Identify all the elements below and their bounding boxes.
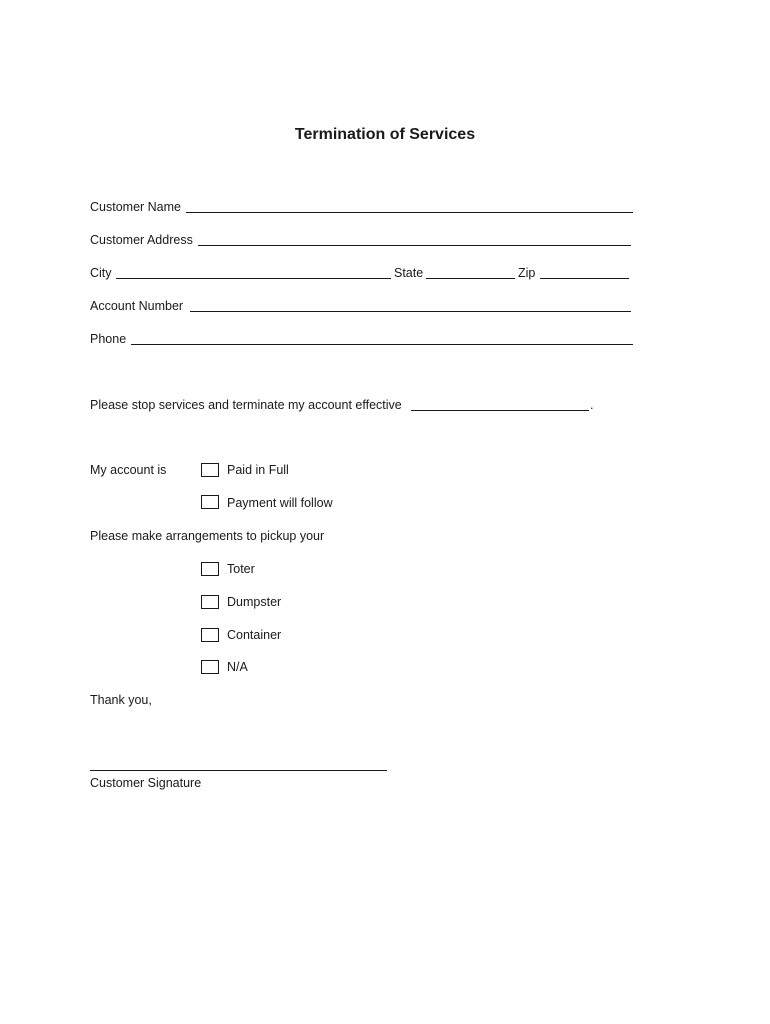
customer-name-field[interactable] [186, 212, 633, 213]
city-label: City [90, 266, 112, 280]
signature-line[interactable] [90, 770, 387, 771]
na-label: N/A [227, 660, 248, 674]
payment-will-follow-label: Payment will follow [227, 496, 333, 510]
phone-label: Phone [90, 332, 127, 346]
zip-label: Zip [518, 266, 536, 280]
container-label: Container [227, 628, 282, 642]
customer-name-label: Customer Name [90, 200, 181, 214]
state-label: State [394, 266, 424, 280]
dumpster-label: Dumpster [227, 595, 282, 609]
phone-field[interactable] [131, 344, 633, 345]
toter-checkbox[interactable] [201, 562, 219, 576]
dumpster-checkbox[interactable] [201, 595, 219, 609]
effective-period: . [590, 398, 594, 412]
container-checkbox[interactable] [201, 628, 219, 642]
signature-label: Customer Signature [90, 776, 202, 790]
paid-in-full-checkbox[interactable] [201, 463, 219, 477]
city-field[interactable] [116, 278, 391, 279]
zip-field[interactable] [540, 278, 629, 279]
payment-will-follow-checkbox[interactable] [201, 495, 219, 509]
customer-address-label: Customer Address [90, 233, 193, 247]
form-title: Termination of Services [294, 126, 476, 143]
state-field[interactable] [426, 278, 515, 279]
account-number-field[interactable] [190, 311, 631, 312]
paid-in-full-label: Paid in Full [227, 463, 289, 477]
account-number-label: Account Number [90, 299, 184, 313]
account-status-label: My account is [90, 463, 167, 477]
effective-statement: Please stop services and terminate my account effective [90, 398, 402, 412]
toter-label: Toter [227, 562, 255, 576]
na-checkbox[interactable] [201, 660, 219, 674]
effective-date-field[interactable] [411, 410, 589, 411]
closing-text: Thank you, [90, 693, 152, 707]
customer-address-field[interactable] [198, 245, 631, 246]
pickup-label: Please make arrangements to pickup your [90, 529, 325, 543]
